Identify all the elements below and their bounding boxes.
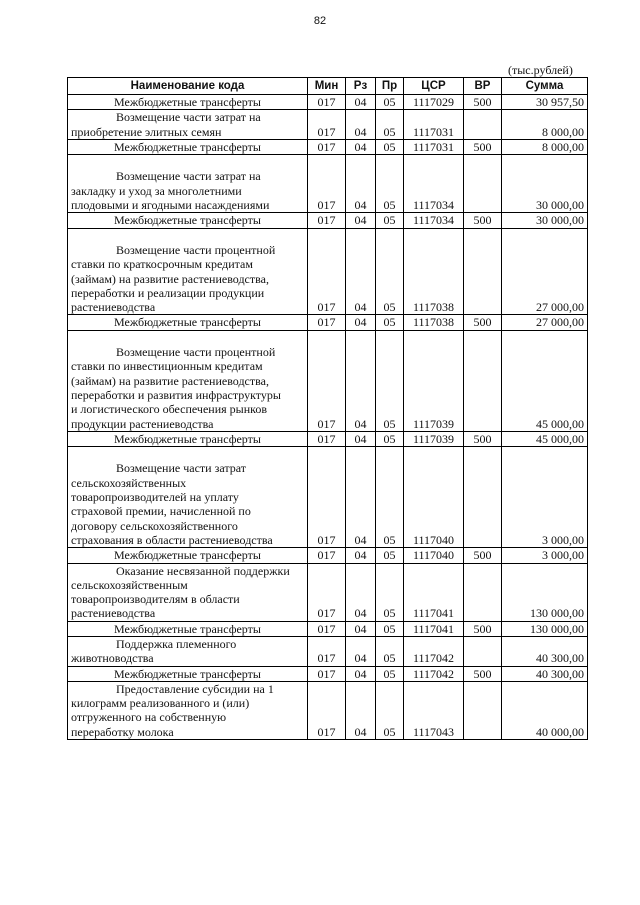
row-name-line: Межбюджетные трансферты <box>114 621 261 636</box>
table-header-row <box>68 78 588 95</box>
row-name-cell <box>68 213 308 228</box>
code-pr-cell: 05 <box>376 330 404 431</box>
row-name-line: Межбюджетные трансферты <box>114 548 261 563</box>
row-name-cell <box>68 155 308 213</box>
amount-cell: 130 000,00 <box>502 563 588 621</box>
code-vr-cell: 500 <box>464 621 502 636</box>
table-row <box>68 139 588 154</box>
code-rz-cell: 04 <box>346 213 376 228</box>
code-vr-cell <box>464 155 502 213</box>
code-csr-cell: 1117042 <box>404 636 464 666</box>
table-row <box>68 330 588 431</box>
code-pr-cell: 05 <box>376 315 404 330</box>
row-name-line: сельскохозяйственных <box>71 475 187 490</box>
code-rz-cell: 04 <box>346 315 376 330</box>
code-vr-cell: 500 <box>464 548 502 563</box>
row-name-line: Поддержка племенного <box>116 636 237 651</box>
row-name-line: (займам) на развитие растениеводства, <box>71 373 269 388</box>
code-pr-cell: 05 <box>376 139 404 154</box>
row-name-cell <box>68 666 308 681</box>
code-rz-cell: 04 <box>346 681 376 739</box>
code-csr-cell: 1117038 <box>404 315 464 330</box>
code-csr-cell: 1117042 <box>404 666 464 681</box>
amount-cell: 45 000,00 <box>502 431 588 446</box>
row-name-line: Оказание несвязанной поддержки <box>116 563 290 578</box>
row-name-cell <box>68 315 308 330</box>
code-rz-cell: 04 <box>346 621 376 636</box>
row-name-line: (займам) на развитие растениеводства, <box>71 271 269 286</box>
code-min-cell: 017 <box>308 95 346 110</box>
code-rz-cell: 04 <box>346 228 376 315</box>
amount-cell: 3 000,00 <box>502 548 588 563</box>
row-name-line: Возмещение части процентной <box>116 345 276 360</box>
row-name-line: приобретение элитных семян <box>71 124 222 139</box>
table-body <box>68 95 588 740</box>
code-min-cell: 017 <box>308 431 346 446</box>
code-csr-cell: 1117031 <box>404 110 464 140</box>
code-pr-cell: 05 <box>376 666 404 681</box>
row-name-line <box>71 155 304 169</box>
row-name-cell <box>68 548 308 563</box>
code-rz-cell: 04 <box>346 155 376 213</box>
row-name-line: ставки по краткосрочным кредитам <box>71 257 253 272</box>
col-header-csr: ЦСР <box>404 78 464 95</box>
row-name-line: договору сельскохозяйственного <box>71 518 238 533</box>
code-vr-cell <box>464 228 502 315</box>
row-name-line: отгруженного на собственную <box>71 710 227 725</box>
col-header-name: Наименование кода <box>68 78 308 95</box>
row-name-line: продукции растениеводства <box>71 416 214 431</box>
table-row <box>68 315 588 330</box>
row-name-cell <box>68 228 308 315</box>
row-name-line: килограмм реализованного и (или) <box>71 696 250 711</box>
code-vr-cell <box>464 447 502 548</box>
code-min-cell: 017 <box>308 213 346 228</box>
col-header-vr: ВР <box>464 78 502 95</box>
code-min-cell: 017 <box>308 636 346 666</box>
amount-cell: 30 000,00 <box>502 155 588 213</box>
row-name-line: Межбюджетные трансферты <box>114 666 261 681</box>
table-row <box>68 431 588 446</box>
row-name-line: растениеводства <box>71 606 156 621</box>
amount-cell: 8 000,00 <box>502 139 588 154</box>
code-pr-cell: 05 <box>376 447 404 548</box>
row-name-line <box>71 447 304 461</box>
row-name-line: Возмещение части затрат на <box>116 169 261 184</box>
unit-label: (тыс.рублей) <box>508 63 573 77</box>
code-vr-cell: 500 <box>464 95 502 110</box>
code-min-cell: 017 <box>308 228 346 315</box>
row-name-line: плодовыми и ягодными насаждениями <box>71 198 270 213</box>
code-rz-cell: 04 <box>346 563 376 621</box>
table-row <box>68 213 588 228</box>
amount-cell: 130 000,00 <box>502 621 588 636</box>
code-csr-cell: 1117040 <box>404 447 464 548</box>
row-name-line: Предоставление субсидии на 1 <box>116 681 274 696</box>
code-min-cell: 017 <box>308 110 346 140</box>
row-name-line <box>71 331 304 345</box>
code-csr-cell: 1117040 <box>404 548 464 563</box>
row-name-cell <box>68 431 308 446</box>
code-rz-cell: 04 <box>346 447 376 548</box>
col-header-min: Мин <box>308 78 346 95</box>
table-row <box>68 621 588 636</box>
code-csr-cell: 1117038 <box>404 228 464 315</box>
code-rz-cell: 04 <box>346 95 376 110</box>
code-vr-cell <box>464 636 502 666</box>
row-name-cell <box>68 621 308 636</box>
code-rz-cell: 04 <box>346 330 376 431</box>
code-rz-cell: 04 <box>346 431 376 446</box>
code-min-cell: 017 <box>308 548 346 563</box>
code-pr-cell: 05 <box>376 563 404 621</box>
amount-cell: 30 957,50 <box>502 95 588 110</box>
code-min-cell: 017 <box>308 666 346 681</box>
row-name-line <box>71 229 304 243</box>
col-header-sum: Сумма <box>502 78 588 95</box>
code-vr-cell: 500 <box>464 431 502 446</box>
amount-cell: 27 000,00 <box>502 315 588 330</box>
code-vr-cell: 500 <box>464 139 502 154</box>
code-pr-cell: 05 <box>376 110 404 140</box>
row-name-line: Возмещение части затрат <box>116 461 246 476</box>
table-row <box>68 636 588 666</box>
code-csr-cell: 1117041 <box>404 563 464 621</box>
row-name-line: закладку и уход за многолетними <box>71 183 242 198</box>
budget-table <box>67 77 588 740</box>
code-rz-cell: 04 <box>346 139 376 154</box>
row-name-cell <box>68 139 308 154</box>
code-min-cell: 017 <box>308 330 346 431</box>
table-row <box>68 681 588 739</box>
amount-cell: 3 000,00 <box>502 447 588 548</box>
row-name-line: переработки и реализации продукции <box>71 285 265 300</box>
code-pr-cell: 05 <box>376 548 404 563</box>
row-name-cell <box>68 447 308 548</box>
amount-cell: 30 000,00 <box>502 213 588 228</box>
row-name-line: переработки и развития инфраструктуры <box>71 387 281 402</box>
row-name-line: Возмещение части затрат на <box>116 110 261 125</box>
row-name-cell <box>68 636 308 666</box>
table-row <box>68 447 588 548</box>
code-vr-cell <box>464 330 502 431</box>
code-rz-cell: 04 <box>346 636 376 666</box>
row-name-line: переработку молока <box>71 724 174 739</box>
row-name-cell <box>68 110 308 140</box>
code-rz-cell: 04 <box>346 548 376 563</box>
amount-cell: 27 000,00 <box>502 228 588 315</box>
row-name-line: сельскохозяйственным <box>71 577 188 592</box>
row-name-line: животноводства <box>71 651 154 666</box>
code-pr-cell: 05 <box>376 213 404 228</box>
code-csr-cell: 1117031 <box>404 139 464 154</box>
row-name-line: Межбюджетные трансферты <box>114 431 261 446</box>
code-min-cell: 017 <box>308 139 346 154</box>
table-row <box>68 95 588 110</box>
row-name-line: товаропроизводителям в области <box>71 592 240 607</box>
table-row <box>68 228 588 315</box>
code-vr-cell: 500 <box>464 315 502 330</box>
row-name-line: страховой премии, начисленной по <box>71 504 251 519</box>
amount-cell: 45 000,00 <box>502 330 588 431</box>
code-vr-cell: 500 <box>464 666 502 681</box>
code-csr-cell: 1117041 <box>404 621 464 636</box>
code-vr-cell <box>464 110 502 140</box>
amount-cell: 40 300,00 <box>502 636 588 666</box>
row-name-line: Возмещение части процентной <box>116 242 276 257</box>
code-vr-cell <box>464 681 502 739</box>
code-csr-cell: 1117034 <box>404 213 464 228</box>
code-min-cell: 017 <box>308 315 346 330</box>
code-pr-cell: 05 <box>376 155 404 213</box>
amount-cell: 40 000,00 <box>502 681 588 739</box>
table-row <box>68 666 588 681</box>
row-name-line: страхования в области растениеводства <box>71 532 273 547</box>
table-row <box>68 548 588 563</box>
row-name-cell <box>68 330 308 431</box>
table-row <box>68 563 588 621</box>
table-row <box>68 110 588 140</box>
row-name-line: растениеводства <box>71 300 156 315</box>
code-rz-cell: 04 <box>346 666 376 681</box>
code-min-cell: 017 <box>308 447 346 548</box>
page-number: 82 <box>313 15 327 27</box>
code-csr-cell: 1117039 <box>404 330 464 431</box>
code-pr-cell: 05 <box>376 621 404 636</box>
col-header-rz: Рз <box>346 78 376 95</box>
code-pr-cell: 05 <box>376 95 404 110</box>
code-csr-cell: 1117029 <box>404 95 464 110</box>
row-name-cell <box>68 563 308 621</box>
amount-cell: 8 000,00 <box>502 110 588 140</box>
row-name-line: Межбюджетные трансферты <box>114 139 261 154</box>
row-name-line: Межбюджетные трансферты <box>114 315 261 330</box>
row-name-line: и логистического обеспечения рынков <box>71 402 268 417</box>
code-csr-cell: 1117039 <box>404 431 464 446</box>
code-vr-cell: 500 <box>464 213 502 228</box>
code-pr-cell: 05 <box>376 636 404 666</box>
col-header-pr: Пр <box>376 78 404 95</box>
code-pr-cell: 05 <box>376 681 404 739</box>
code-min-cell: 017 <box>308 563 346 621</box>
table-row <box>68 155 588 213</box>
code-rz-cell: 04 <box>346 110 376 140</box>
code-min-cell: 017 <box>308 681 346 739</box>
row-name-line: Межбюджетные трансферты <box>114 213 261 228</box>
row-name-line: ставки по инвестиционным кредитам <box>71 359 263 374</box>
code-csr-cell: 1117034 <box>404 155 464 213</box>
code-min-cell: 017 <box>308 155 346 213</box>
row-name-line: Межбюджетные трансферты <box>114 95 261 109</box>
code-pr-cell: 05 <box>376 431 404 446</box>
code-vr-cell <box>464 563 502 621</box>
row-name-cell <box>68 681 308 739</box>
code-pr-cell: 05 <box>376 228 404 315</box>
code-min-cell: 017 <box>308 621 346 636</box>
amount-cell: 40 300,00 <box>502 666 588 681</box>
row-name-line: товаропроизводителей на уплату <box>71 490 239 505</box>
code-csr-cell: 1117043 <box>404 681 464 739</box>
row-name-cell <box>68 95 308 110</box>
